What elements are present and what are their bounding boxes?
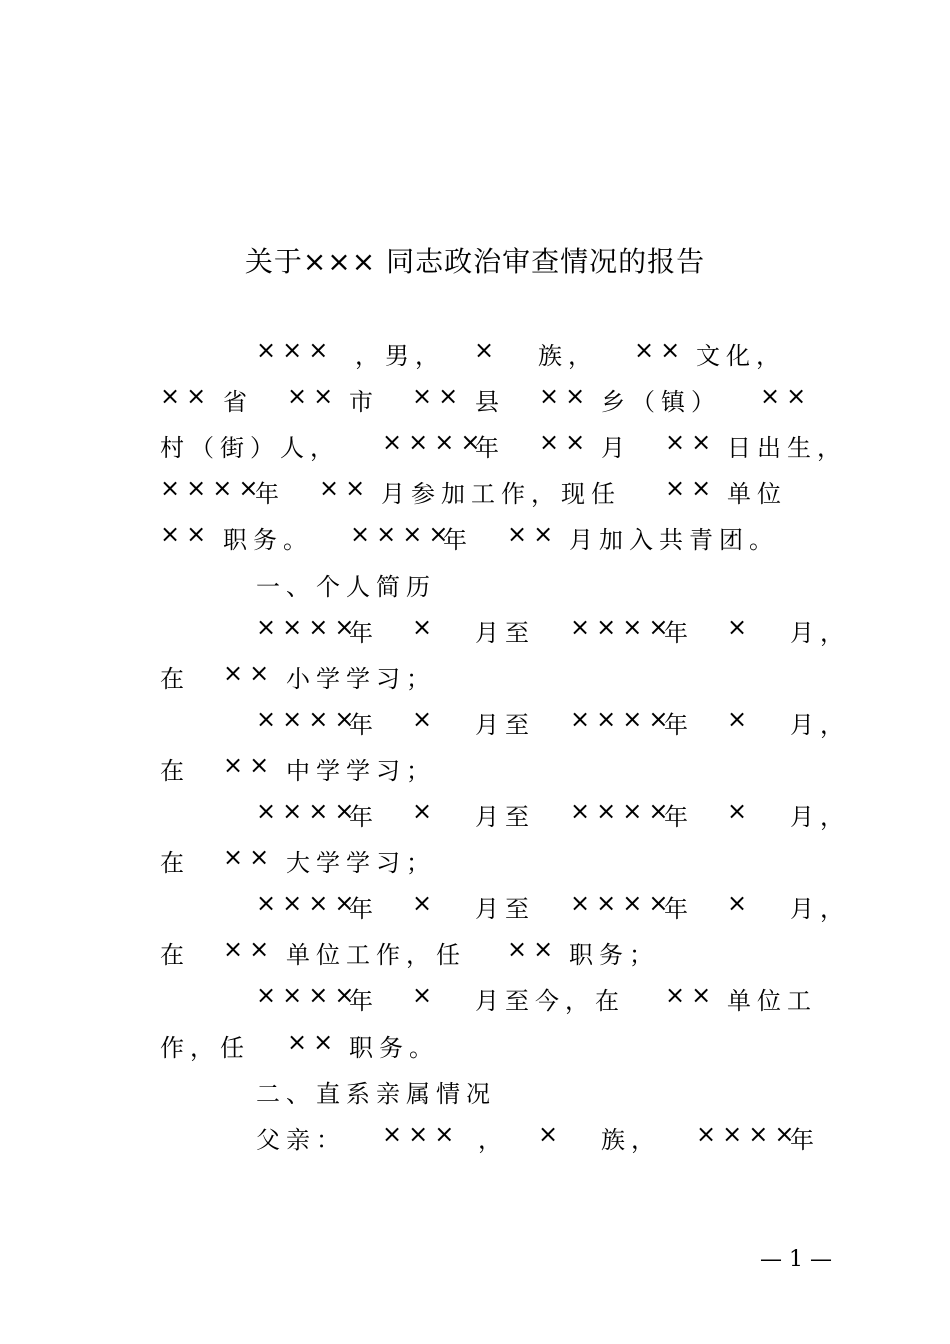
text-segment: 族， — [601, 1125, 661, 1154]
text-segment: ×× — [634, 336, 687, 364]
text-segment: 县 — [475, 388, 505, 417]
text-segment: 中学学习； — [286, 756, 436, 785]
text-segment: 职务。 — [349, 1033, 439, 1062]
text-segment: 年 — [475, 434, 505, 463]
text-segment: × — [412, 797, 439, 825]
text-segment: ×× — [665, 428, 718, 457]
text-segment: ×××× — [570, 889, 675, 918]
page-number: — 1 — — [760, 1247, 832, 1272]
text-segment: 单位工作，任 — [286, 941, 466, 970]
text-segment: × — [474, 336, 501, 364]
text-segment: ，男， — [355, 342, 445, 370]
text-segment: ×× — [223, 750, 276, 779]
text-segment: ×× — [539, 382, 592, 411]
text-segment: 月 — [601, 434, 631, 463]
text-segment: ×× — [539, 428, 592, 457]
text-segment: ×× — [160, 520, 213, 549]
body-line — [0, 889, 950, 929]
text-segment: 年 — [255, 480, 285, 509]
text-segment: 文化， — [696, 342, 786, 370]
text-segment: 月至今，在 — [475, 987, 625, 1016]
text-segment: 月， — [790, 803, 850, 831]
text-segment: 省 — [223, 388, 253, 417]
text-segment: ×× — [665, 981, 718, 1010]
text-segment: 族， — [538, 342, 598, 370]
text-segment: ， — [478, 1125, 508, 1154]
text-segment: 月至 — [475, 803, 535, 831]
text-segment: ××× — [256, 336, 335, 364]
text-segment: 月， — [790, 895, 850, 924]
body-line — [0, 843, 950, 883]
text-segment: 年 — [349, 803, 379, 831]
text-segment: × — [412, 612, 439, 641]
text-segment: 年 — [790, 1125, 820, 1154]
text-segment: 二、直系亲属情况 — [256, 1079, 496, 1108]
text-segment: × — [538, 1119, 565, 1148]
body-line — [0, 567, 950, 607]
text-segment: ×××× — [570, 797, 675, 825]
text-segment: 年 — [664, 803, 694, 831]
text-segment: × — [412, 889, 439, 918]
text-segment: 月加入共青团。 — [569, 526, 779, 555]
text-segment: ×× — [760, 382, 813, 411]
body-line — [0, 474, 950, 514]
text-segment: 职务。 — [223, 526, 313, 555]
text-segment: ×× — [223, 935, 276, 964]
text-segment: 一、个人简历 — [256, 572, 436, 601]
body-line — [0, 935, 950, 975]
document-title: 关于××× 同志政治审查情况的报告 — [244, 245, 706, 278]
text-segment: 乡（镇） — [601, 388, 721, 417]
body-line — [0, 705, 950, 745]
text-segment: 在 — [160, 849, 190, 878]
text-segment: 年 — [349, 987, 379, 1016]
text-segment: 月至 — [475, 710, 535, 739]
body-line — [0, 1028, 950, 1068]
text-segment: 年 — [664, 618, 694, 647]
text-segment: 单位 — [727, 480, 787, 509]
body-line — [0, 797, 950, 837]
text-segment: 村（街）人， — [160, 434, 340, 463]
text-segment: 年 — [349, 895, 379, 924]
body-line — [0, 382, 950, 422]
text-segment: ×××× — [382, 428, 487, 457]
text-segment: 小学学习； — [286, 664, 436, 693]
body-line — [0, 336, 950, 376]
text-segment: ×××× — [256, 981, 361, 1010]
text-segment: 年 — [664, 710, 694, 739]
text-segment: × — [727, 612, 754, 641]
text-segment: 年 — [664, 895, 694, 924]
text-segment: ××× — [382, 1119, 461, 1148]
text-segment: × — [412, 704, 439, 733]
body-line — [0, 751, 950, 791]
text-segment: 年 — [443, 526, 473, 555]
text-segment: ×××× — [350, 520, 455, 549]
text-segment: ×× — [223, 843, 276, 872]
text-segment: 在 — [160, 941, 190, 970]
text-segment: ×××× — [256, 704, 361, 733]
text-segment: × — [727, 704, 754, 733]
body-line — [0, 1074, 950, 1114]
text-segment: 作，任 — [160, 1033, 250, 1062]
text-segment: ×× — [287, 1027, 340, 1056]
body-line — [0, 613, 950, 653]
text-segment: 月， — [790, 618, 850, 647]
text-segment: ×××× — [570, 612, 675, 641]
text-segment: ×× — [160, 382, 213, 411]
text-segment: 父亲： — [256, 1125, 346, 1154]
text-segment: ×××× — [160, 474, 265, 503]
text-segment: 市 — [349, 388, 379, 417]
text-segment: 月参加工作，现任 — [381, 480, 621, 509]
text-segment: × — [727, 797, 754, 825]
text-segment: 大学学习； — [286, 849, 436, 878]
text-segment: 年 — [349, 618, 379, 647]
text-segment: ×× — [319, 474, 372, 503]
body-line — [0, 520, 950, 560]
text-segment: ×××× — [256, 612, 361, 641]
text-segment: × — [727, 889, 754, 918]
text-segment: ×× — [507, 520, 560, 549]
text-segment: ×××× — [256, 889, 361, 918]
text-segment: 在 — [160, 664, 190, 693]
text-segment: 单位工 — [727, 987, 817, 1016]
text-segment: 在 — [160, 756, 190, 785]
text-segment: 日出生， — [727, 434, 847, 463]
text-segment: × — [412, 981, 439, 1010]
text-segment: ×× — [287, 382, 340, 411]
text-segment: ×× — [665, 474, 718, 503]
text-segment: ×× — [507, 935, 560, 964]
text-segment: 年 — [349, 710, 379, 739]
text-segment: ×× — [412, 382, 465, 411]
text-segment: 月至 — [475, 618, 535, 647]
text-segment: 月， — [790, 710, 850, 739]
text-segment: ×××× — [256, 797, 361, 825]
text-segment: ×× — [223, 658, 276, 687]
body-line — [0, 428, 950, 468]
text-segment: ×××× — [696, 1119, 801, 1148]
body-line — [0, 659, 950, 699]
body-line — [0, 1120, 950, 1160]
text-segment: 职务； — [569, 941, 659, 970]
text-segment: ×××× — [570, 704, 675, 733]
body-line — [0, 981, 950, 1021]
text-segment: 月至 — [475, 895, 535, 924]
